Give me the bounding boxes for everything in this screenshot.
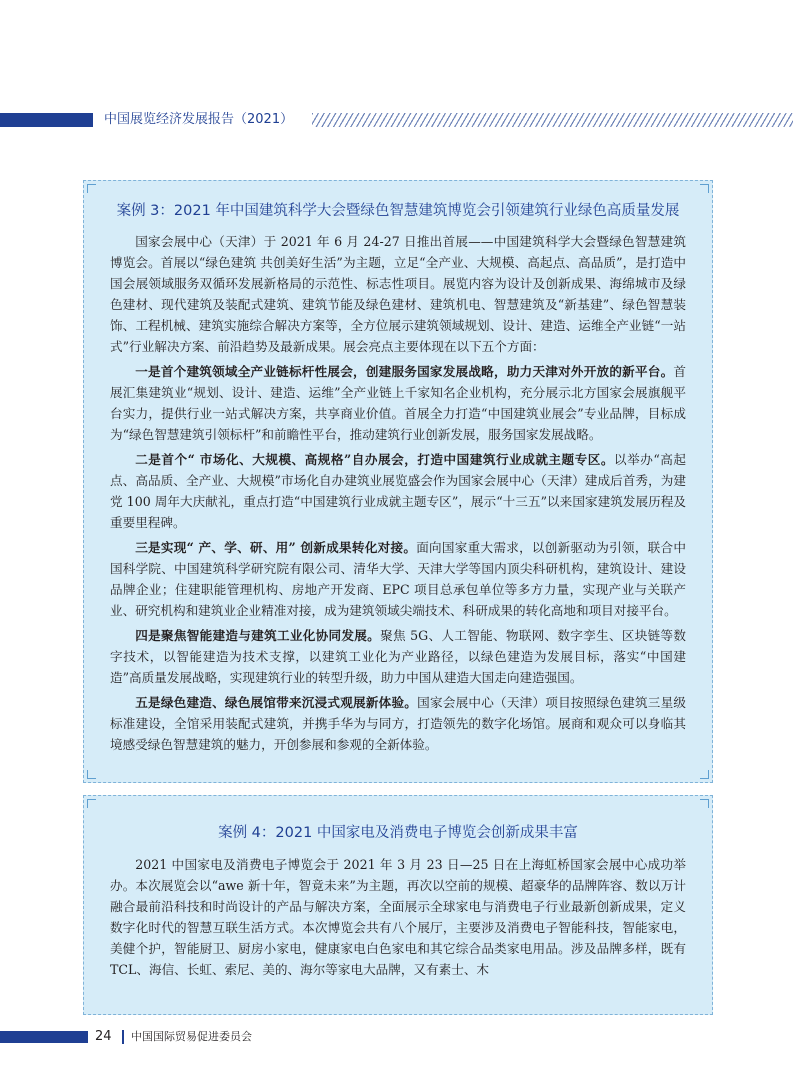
point-text: 国家会展中心（天津）项目按照绿色建筑三星级标准建设，全馆采用装配式建筑，并携手华为与同方，打造领先的数字化场馆。展商和观众可以身临其境感受绿色智慧建筑的魅力，开创参展和参观的全新体验。: [110, 695, 687, 752]
point-text: 面向国家重大需求，以创新驱动为引领，联合中国科学院、中国建筑科学研究院有限公司、清华大学、天津大学等国内顶尖科研机构，建筑设计、建设品牌企业；住建职能管理机构、房地产开发商、EPC 项目总承包单位等多方力量，实现产业与关联产业、研究机构和建筑业企业精准对接，成为建筑领域尖端技术、科研成果的转化高地和项目对接平台。: [110, 540, 686, 618]
point-text: 首展汇集建筑业“规划、设计、建造、运维”全产业链上千家知名企业机构，充分展示北方国家会展旗舰平台实力，提供行业一站式解决方案，共享商业价值。首展全力打造“中国建筑业展会”专业品牌，目标成为“绿色智慧建筑引领标杆”和前瞻性平台，推动建筑行业创新发展，服务国家发展战略。: [110, 364, 686, 442]
corner-mark: [87, 184, 96, 193]
point-text: 聚焦 5G、人工智能、物联网、数字孪生、区块链等数字技术，以智能建造为技术支撑，以建筑工业化为产业路径，以绿色建造为发展目标，落实“中国建造”高质量发展战略，实现建筑行业的转型升级，助力中国从建造大国走向建造强国。: [110, 628, 687, 685]
point-lead: 三是实现“ 产、学、研、用” 创新成果转化对接。: [135, 540, 417, 555]
case-3-point-5: [110, 692, 686, 755]
point-lead: 一是首个建筑领域全产业链标杆性展会，创建服务国家发展战略，助力天津对外开放的新平台。: [135, 364, 674, 379]
case-4-intro: 2021 中国家电及消费电子博览会于 2021 年 3 月 23 日—25 日在上海虹桥国家会展中心成功举办。本次展览会以“awe 新十年，智竟未来”为主题，再次以空前的规模、超豪华的品牌阵容、数以万计融合最前沿科技和时尚设计的产品与解决方案，全面展示全球家电与消费电子行业最新创新成果，定义数字化时代的智慧互联生活方式。本次博览会共有八个展厅，主要涉及消费电子智能科技，智能家电，美健个护，智能厨卫、厨房小家电，健康家电白色家电和其它综合品类家电用品。涉及品牌多样，既有 TCL、海信、长虹、索尼、美的、海尔等家电大品牌，又有素士、木: [110, 857, 686, 977]
corner-mark: [700, 799, 709, 808]
header-accent-bar: [0, 113, 93, 127]
case-3-point-3: [110, 537, 686, 621]
case-3-point-2: [110, 449, 686, 533]
header-hatch-pattern: [312, 113, 793, 127]
footer-organization: 中国国际贸易促进委员会: [131, 1030, 252, 1043]
case-4-title: 案例 4：2021 中国家电及消费电子博览会创新成果丰富: [218, 825, 578, 841]
case-3-point-1: [110, 361, 686, 445]
corner-mark: [87, 770, 96, 779]
point-text: 以举办“高起点、高品质、全产业、大规模”市场化自办建筑业展览盛会作为国家会展中心（天津）建成后首秀，为建党 100 周年大庆献礼，重点打造“中国建筑行业成就主题专区”，展示“十三五”以来国家建筑发展历程及重要里程碑。: [110, 452, 686, 530]
corner-mark: [700, 770, 709, 779]
point-lead: 四是聚焦智能建造与建筑工业化协同发展。: [135, 628, 381, 643]
footer-accent-bar: [0, 1031, 88, 1043]
page-number: 24: [95, 1029, 112, 1044]
point-lead: 五是绿色建造、绿色展馆带来沉浸式观展新体验。: [135, 695, 418, 710]
case-3-intro: 国家会展中心（天津）于 2021 年 6 月 24-27 日推出首展——中国建筑科学大会暨绿色智慧建筑博览会。首展以“绿色建筑 共创美好生活”为主题，立足“全产业、大规模、高起点、高品质”，是打造中国会展领域服务双循环发展新格局的示范性、标志性项目。展览内容为设计及创新成果、海绵城市及绿色建材、现代建筑及装配式建筑、建筑节能及绿色建材、建筑机电、智慧建筑及“新基建”、绿色智慧装饰、工程机械、建筑实施综合解决方案等，全方位展示建筑领域规划、设计、建造、运维全产业链“一站式”行业解决方案、前沿趋势及最新成果。展会亮点主要体现在以下五个方面：: [110, 234, 686, 354]
case-4-body: [110, 854, 686, 984]
case-4-box: [83, 795, 713, 1015]
case-3-box: [83, 180, 713, 783]
case-3-title: 案例 3：2021 年中国建筑科学大会暨绿色智慧建筑博览会引领建筑行业绿色高质量发展: [116, 203, 680, 219]
corner-mark: [87, 799, 96, 808]
point-lead: 二是首个“ 市场化、大规模、高规格”自办展会，打造中国建筑行业成就主题专区。: [135, 452, 614, 467]
case-3-body: [110, 231, 686, 759]
corner-mark: [700, 184, 709, 193]
report-title: 中国展览经济发展报告（2021）: [104, 112, 294, 127]
case-3-point-4: [110, 625, 686, 688]
footer-separator: [122, 1030, 124, 1044]
